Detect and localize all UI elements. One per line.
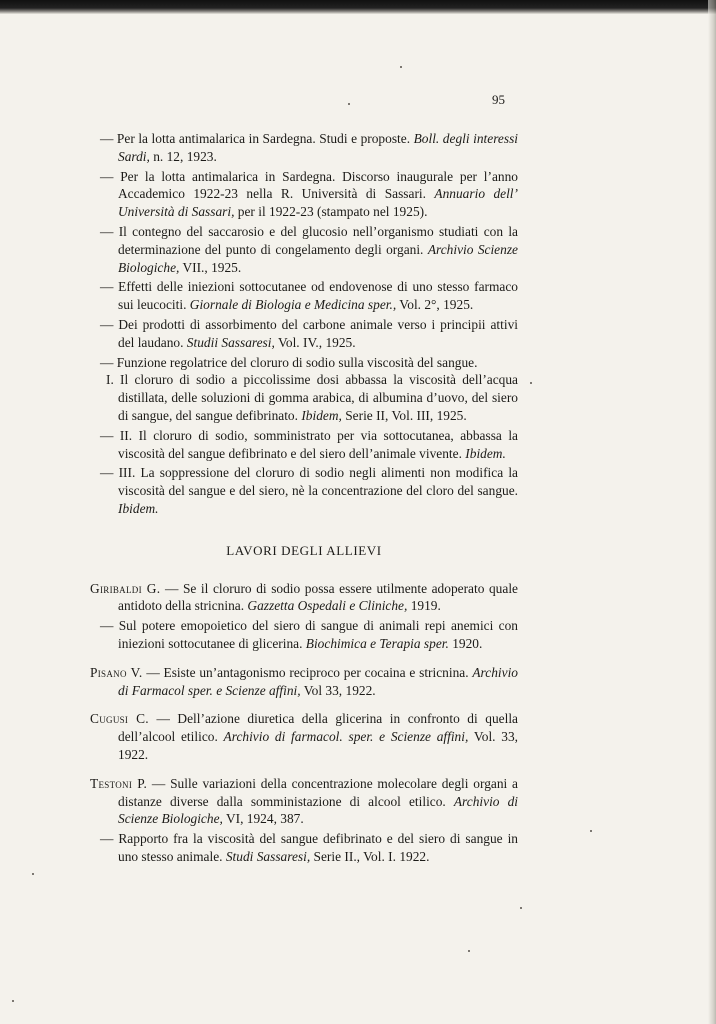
bib-entry: — Per la lotta antimalarica in Sardegna. Studi e proposte. Boll. degli interessi Sardi, n. 12, 1923.	[100, 131, 518, 164]
scan-right-edge	[708, 0, 716, 1024]
bib-entry-sub: I. Il cloruro di sodio a piccolissime dosi abbassa la viscosità dell’acqua distillata, delle soluzioni di gomma arabica, di albumina d’uovo, del siero di sangue, del sangue defibrinato. Ibidem, Serie II, Vol. III, 1925.	[106, 372, 518, 423]
scan-speck	[12, 1000, 14, 1002]
bib-entry: — III. La soppressione del cloruro di sodio negli alimenti non modifica la viscosità del sangue e del siero, nè la concentrazione del cloro del sangue. Ibidem.	[100, 465, 518, 516]
bib-entry: — II. Il cloruro di sodio, somministrato per via sottocutanea, abbassa la viscosità del sangue defibrinato e del siero dell’animale vivente. Ibidem.	[100, 427, 518, 461]
author-name: Pisano V.	[90, 664, 143, 680]
bib-entry: — Dei prodotti di assorbimento del carbone animale verso i principii attivi del laudano. Studii Sassaresi, Vol. IV., 1925.	[100, 316, 518, 350]
author-name: Testoni P.	[90, 775, 148, 791]
bib-entry: — Effetti delle iniezioni sottocutanee od endovenose di uno stesso farmaco sui leucociti. Giornale di Biologia e Medicina sper., Vol. 2°, 1925.	[100, 279, 518, 313]
student-entry: Pisano V. — Esiste un’antagonismo reciproco per cocaina e stricnina. Archivio di Farmacol sper. e Scienze affini, Vol 33, 1922.	[90, 664, 518, 698]
scan-speck	[468, 950, 470, 952]
student-entry: Testoni P. — Sulle variazioni della concentrazione molecolare degli organi a distanze diverse dalla somministazione di alcool etilico. Archivio di Scienze Biologiche, VI, 1924, 387.	[90, 775, 518, 827]
scan-speck	[520, 907, 522, 909]
scan-top-edge	[0, 0, 716, 14]
section-title: LAVORI DEGLI ALLIEVI	[226, 542, 382, 558]
scan-speck	[590, 830, 592, 832]
bib-entry: — Il contegno del saccarosio e del glucosio nell’organismo studiati con la determinazione del punto di congelamento degli organi. Archivio Scienze Biologiche, VII., 1925.	[100, 223, 518, 275]
student-entry: — Rapporto fra la viscosità del sangue defibrinato e del siero di sangue in uno stesso animale. Studi Sassaresi, Serie II., Vol. I. 1922.	[100, 831, 518, 864]
bibliography	[90, 130, 518, 868]
scan-speck	[400, 66, 402, 68]
bib-entry: — Funzione regolatrice del cloruro di sodio sulla viscosità del sangue.	[100, 354, 478, 370]
author-name: Cugusi C.	[90, 711, 149, 727]
student-entry: Giribaldi G. — Se il cloruro di sodio possa essere utilmente adoperato quale antidoto della stricnina. Gazzetta Ospedali e Cliniche, 1919.	[90, 580, 518, 614]
scan-speck	[348, 103, 350, 105]
scan-speck	[32, 873, 34, 875]
bib-entry: — Per la lotta antimalarica in Sardegna. Discorso inaugurale per l’anno Accademico 1922-23 nella R. Università di Sassari. Annuario dell’ Università di Sassari, per il 1922-23 (stampato nel 1925).	[100, 168, 518, 220]
student-entry: — Sul potere emopoietico del siero di sangue di animali repi anemici con iniezioni sottocutanee di glicerina. Biochimica e Terapia sper. 1920.	[100, 618, 518, 651]
author-name: Giribaldi G.	[90, 580, 161, 596]
scan-speck	[530, 382, 532, 384]
student-entry: Cugusi C. — Dell’azione diuretica della glicerina in confronto di quella dell’alcool etilico. Archivio di farmacol. sper. e Scienze affini, Vol. 33, 1922.	[90, 711, 519, 762]
page-number: 95	[492, 92, 505, 107]
